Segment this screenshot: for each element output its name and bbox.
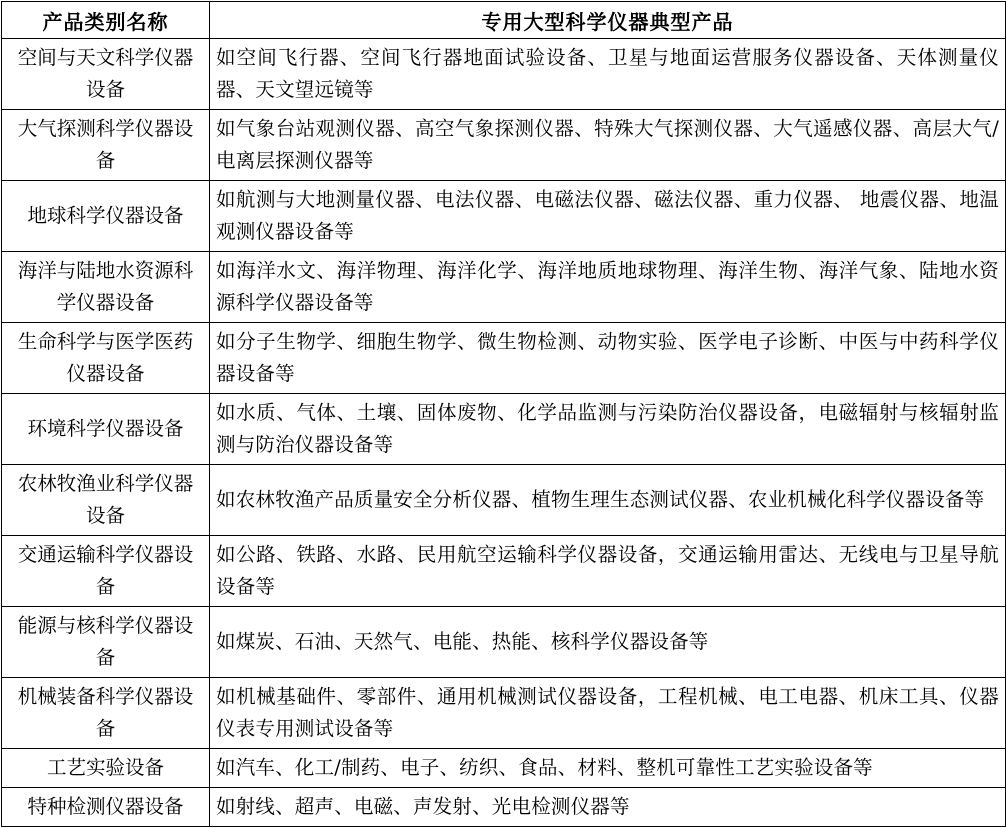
table-row [2,749,1006,788]
category-cell: 能源与核科学仪器设备 [2,607,210,678]
products-cell: 如分子生物学、细胞生物学、微生物检测、动物实验、医学电子诊断、中医与中药科学仪器设备等 [210,323,1006,394]
table-row [2,465,1006,536]
category-cell: 机械装备科学仪器设备 [2,678,210,749]
category-cell: 环境科学仪器设备 [2,394,210,465]
category-cell: 海洋与陆地水资源科学仪器设备 [2,252,210,323]
table-row [2,678,1006,749]
category-cell: 空间与天文科学仪器设备 [2,39,210,110]
table-row [2,607,1006,678]
table-row [2,252,1006,323]
products-cell: 如农林牧渔产品质量安全分析仪器、植物生理生态测试仪器、农业机械化科学仪器设备等 [210,465,1006,536]
category-cell: 地球科学仪器设备 [2,181,210,252]
table-row [2,110,1006,181]
category-cell: 大气探测科学仪器设备 [2,110,210,181]
products-cell: 如气象台站观测仪器、高空气象探测仪器、特殊大气探测仪器、大气遥感仪器、高层大气/电离层探测仪器等 [210,110,1006,181]
products-cell: 如水质、气体、土壤、固体废物、化学品监测与污染防治仪器设备，电磁辐射与核辐射监测与防治仪器设备等 [210,394,1006,465]
header-row [2,2,1006,39]
table-body [2,39,1006,827]
instrument-catalog-table [1,1,1006,827]
products-cell: 如航测与大地测量仪器、电法仪器、电磁法仪器、磁法仪器、重力仪器、 地震仪器、地温观测仪器设备等 [210,181,1006,252]
products-cell: 如海洋水文、海洋物理、海洋化学、海洋地质地球物理、海洋生物、海洋气象、陆地水资源科学仪器设备等 [210,252,1006,323]
header-category: 产品类别名称 [2,2,210,39]
products-cell: 如射线、超声、电磁、声发射、光电检测仪器等 [210,788,1006,827]
table-row [2,181,1006,252]
category-cell: 工艺实验设备 [2,749,210,788]
products-cell: 如空间飞行器、空间飞行器地面试验设备、卫星与地面运营服务仪器设备、天体测量仪器、天文望远镜等 [210,39,1006,110]
table-row [2,394,1006,465]
table-row [2,323,1006,394]
table-header [2,2,1006,39]
header-products: 专用大型科学仪器典型产品 [210,2,1006,39]
products-cell: 如公路、铁路、水路、民用航空运输科学仪器设备，交通运输用雷达、无线电与卫星导航设备等 [210,536,1006,607]
table-row [2,39,1006,110]
table-row [2,536,1006,607]
category-cell: 农林牧渔业科学仪器设备 [2,465,210,536]
products-cell: 如汽车、化工/制药、电子、纺织、食品、材料、整机可靠性工艺实验设备等 [210,749,1006,788]
category-cell: 生命科学与医学医药仪器设备 [2,323,210,394]
table-row [2,788,1006,827]
category-cell: 交通运输科学仪器设备 [2,536,210,607]
products-cell: 如煤炭、石油、天然气、电能、热能、核科学仪器设备等 [210,607,1006,678]
products-cell: 如机械基础件、零部件、通用机械测试仪器设备，工程机械、电工电器、机床工具、仪器仪表专用测试设备等 [210,678,1006,749]
category-cell: 特种检测仪器设备 [2,788,210,827]
